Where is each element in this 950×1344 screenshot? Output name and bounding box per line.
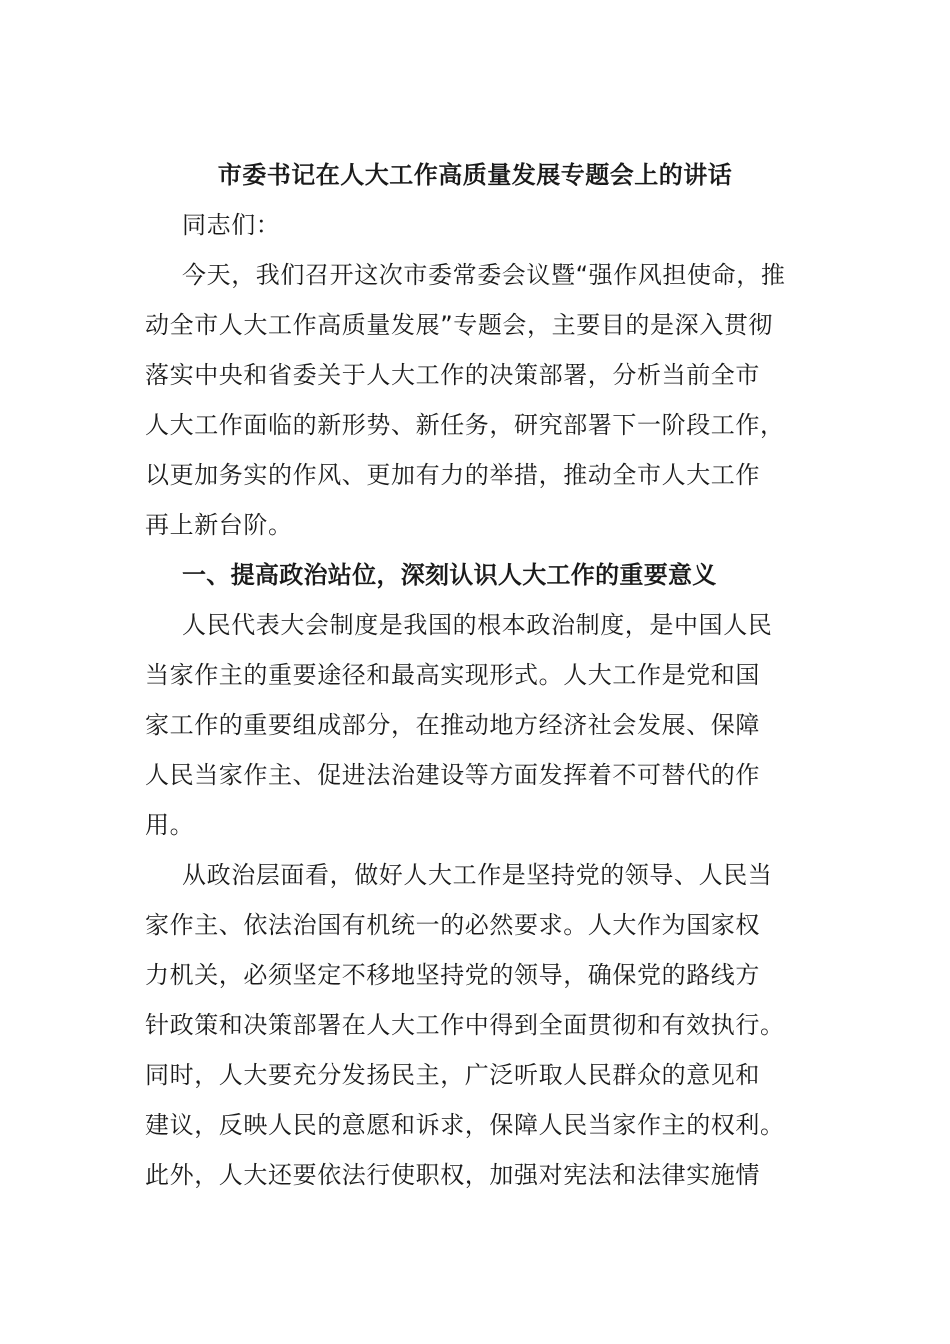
text-line: 人民当家作主、促进法治建设等方面发挥着不可替代的作 bbox=[145, 761, 760, 789]
text-line: 再上新台阶。 bbox=[145, 511, 293, 539]
text-line: 建议，反映人民的意愿和诉求，保障人民当家作主的权利。 bbox=[145, 1111, 785, 1139]
text-line: 人大工作面临的新形势、新任务，研究部署下一阶段工作， bbox=[145, 411, 785, 439]
text-line: 从政治层面看，做好人大工作是坚持党的领导、人民当 bbox=[182, 861, 773, 889]
text-line: 力机关，必须坚定不移地坚持党的领导，确保党的路线方 bbox=[145, 961, 760, 989]
salutation: 同志们： bbox=[182, 211, 281, 239]
text-line: 家作主、依法治国有机统一的必然要求。人大作为国家权 bbox=[145, 911, 760, 939]
text-line: 当家作主的重要途径和最高实现形式。人大工作是党和国 bbox=[145, 661, 760, 689]
text-line: 今天，我们召开这次市委常委会议暨“强作风担使命，推 bbox=[182, 261, 786, 289]
text-line: 此外，人大还要依法行使职权，加强对宪法和法律实施情 bbox=[145, 1161, 760, 1189]
paragraph-npc-system bbox=[145, 600, 805, 850]
text-line: 以更加务实的作风、更加有力的举措，推动全市人大工作 bbox=[145, 461, 760, 489]
paragraph-political-level bbox=[145, 850, 805, 1200]
text-line: 落实中央和省委关于人大工作的决策部署，分析当前全市 bbox=[145, 361, 760, 389]
text-line: 针政策和决策部署在人大工作中得到全面贯彻和有效执行。 bbox=[145, 1011, 785, 1039]
section-heading-1: 一、提高政治站位，深刻认识人大工作的重要意义 bbox=[182, 561, 717, 589]
text-line: 用。 bbox=[145, 811, 195, 839]
text-line: 动全市人大工作高质量发展”专题会，主要目的是深入贯彻 bbox=[145, 311, 774, 339]
text-line: 家工作的重要组成部分，在推动地方经济社会发展、保障 bbox=[145, 711, 760, 739]
document-body bbox=[145, 150, 805, 1200]
document-title: 市委书记在人大工作高质量发展专题会上的讲话 bbox=[217, 161, 733, 189]
text-line: 人民代表大会制度是我国的根本政治制度，是中国人民 bbox=[182, 611, 773, 639]
text-line: 同时，人大要充分发扬民主，广泛听取人民群众的意见和 bbox=[145, 1061, 760, 1089]
paragraph-intro bbox=[145, 250, 805, 550]
